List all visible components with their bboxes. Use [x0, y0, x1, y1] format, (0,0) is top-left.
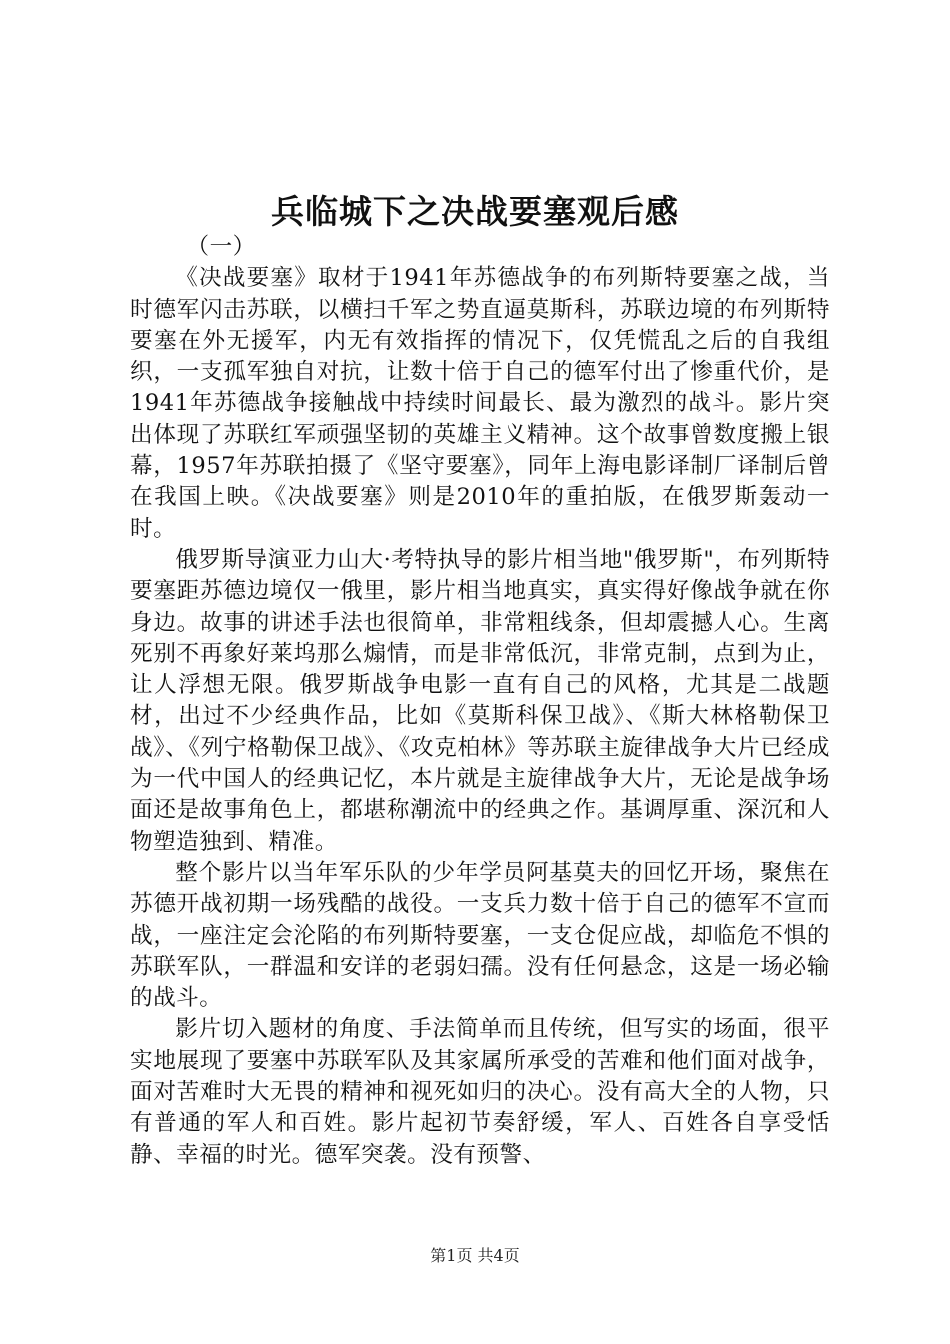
page-footer: 第1页 共4页: [430, 1246, 520, 1265]
paragraph-2: 俄罗斯导演亚力山大·考特执导的影片相当地"俄罗斯"，布列斯特要塞距苏德边境仅一俄里，影片相当地真实，真实得好像战争就在你身边。故事的讲述手法也很简单，非常粗线条，但却震撼人心。生离死别不再象好莱坞那么煽情，而是非常低沉，非常克制，点到为止，让人浮想无限。俄罗斯战争电影一直有自己的风格，尤其是二战题材，出过不少经典作品，比如《莫斯科保卫战》、《斯大林格勒保卫战》、《列宁格勒保卫战》、《攻克柏林》等苏联主旋律战争大片已经成为一代中国人的经典记忆，本片就是主旋律战争大片，无论是战争场面还是故事角色上，都堪称潮流中的经典之作。基调厚重、深沉和人物塑造独到、精准。: [130, 546, 830, 855]
paragraph-4: 影片切入题材的角度、手法简单而且传统，但写实的场面，很平实地展现了要塞中苏联军队及其家属所承受的苦难和他们面对战争，面对苦难时大无畏的精神和视死如归的决心。没有高大全的人物，只有普通的军人和百姓。影片起初节奏舒缓，军人、百姓各自享受恬静、幸福的时光。德军突袭。没有预警、: [130, 1016, 830, 1168]
document-body: [130, 232, 830, 1171]
document-title: 兵临城下之决战要塞观后感: [271, 192, 679, 231]
paragraph-1: 《决战要塞》取材于1941年苏德战争的布列斯特要塞之战，当时德军闪击苏联，以横扫千军之势直逼莫斯科，苏联边境的布列斯特要塞在外无援军，内无有效指挥的情况下，仅凭慌乱之后的自我组织，一支孤军独自对抗，让数十倍于自己的德军付出了惨重代价，是1941年苏德战争接触战中持续时间最长、最为激烈的战斗。影片突出体现了苏联红军顽强坚韧的英雄主义精神。这个故事曾数度搬上银幕，1957年苏联拍摄了《坚守要塞》，同年上海电影译制厂译制后曾在我国上映。《决战要塞》则是2010年的重拍版，在俄罗斯轰动一时。: [130, 265, 830, 542]
paragraph-3: 整个影片以当年军乐队的少年学员阿基莫夫的回忆开场，聚焦在苏德开战初期一场残酷的战役。一支兵力数十倍于自己的德军不宣而战，一座注定会沦陷的布列斯特要塞，一支仓促应战，却临危不惧的苏联军队，一群温和安详的老弱妇孺。没有任何悬念，这是一场必输的战斗。: [130, 859, 830, 1012]
section-mark: （一）: [186, 234, 256, 260]
